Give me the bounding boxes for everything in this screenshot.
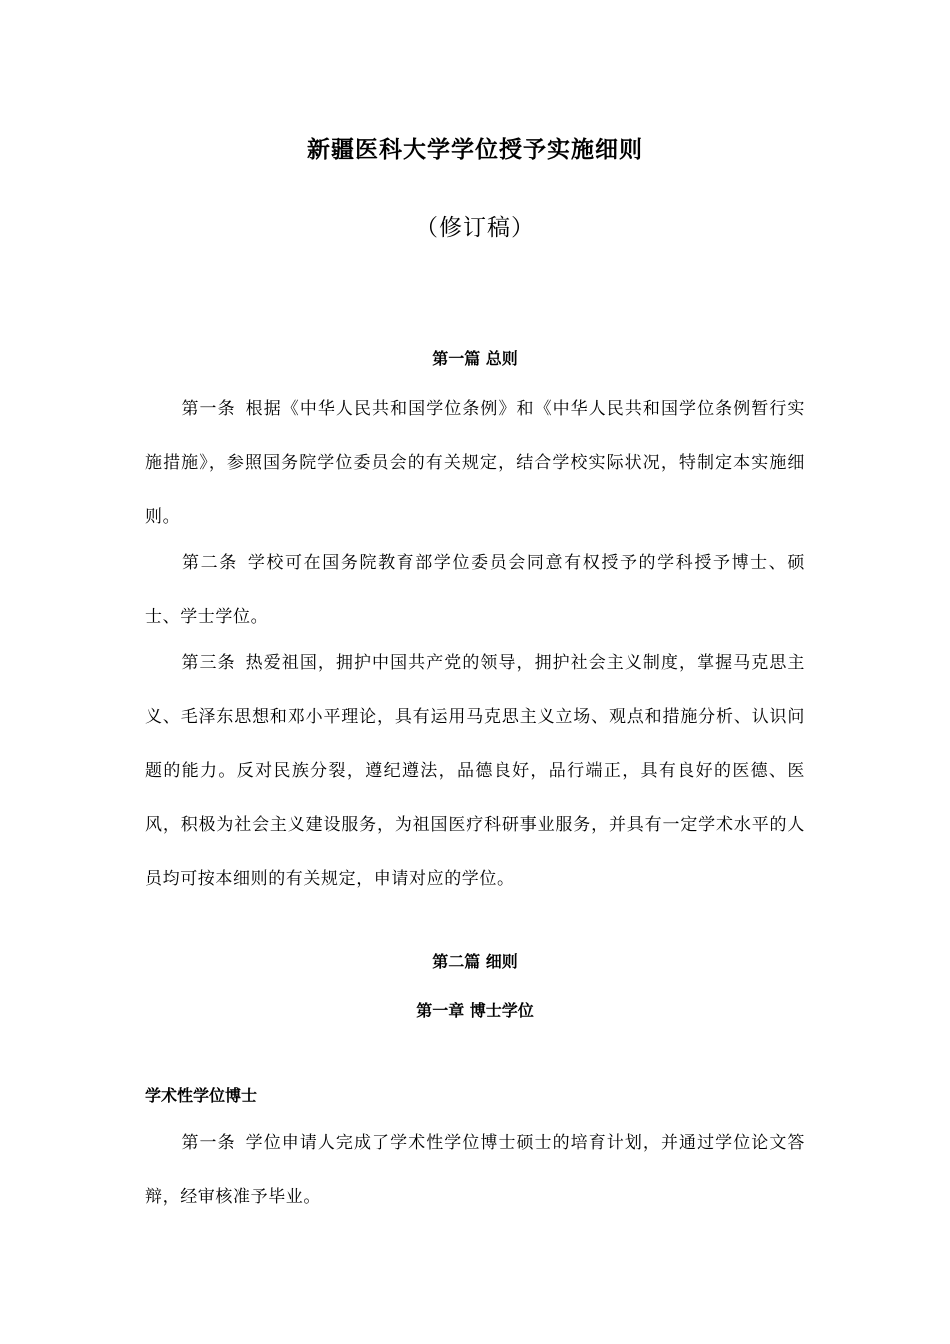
- article-paragraph: [145, 382, 805, 544]
- part1-heading: 第一篇 总则: [432, 349, 518, 368]
- article-paragraph: [145, 536, 805, 644]
- article-label: 第一条: [181, 1133, 236, 1153]
- article-text: 学位申请人完成了学术性学位博士硕士的培育计划，并通过学位论文答辩，经审核准予毕业。: [145, 1133, 805, 1207]
- part2-heading: 第二篇 细则: [432, 952, 518, 971]
- article-text: 根据《中华人民共和国学位条例》和《中华人民共和国学位条例暂行实施措施》，参照国务院学位委员会的有关规定，结合学校实际状况，特制定本实施细则。: [145, 399, 805, 527]
- section-heading: 学术性学位博士: [145, 1086, 258, 1105]
- document-title: 新疆医科大学学位授予实施细则: [307, 136, 643, 163]
- article-text: 热爱祖国，拥护中国共产党的领导，拥护社会主义制度，掌握马克思主义、毛泽东思想和邓小平理论，具有运用马克思主义立场、观点和措施分析、认识问题的能力。反对民族分裂，遵纪遵法，品德良好，品行端正，具有良好的医德、医风，积极为社会主义建设服务，为祖国医疗科研事业服务，并具有一定学术水平的人员均可按本细则的有关规定，申请对应的学位。: [145, 653, 805, 889]
- article-paragraph: [145, 636, 805, 906]
- article-label: 第三条: [181, 653, 236, 673]
- document-subtitle: （修订稿）: [415, 215, 535, 241]
- article-paragraph: [145, 1116, 805, 1224]
- chapter-heading: 第一章 博士学位: [416, 1001, 534, 1020]
- article-label: 第一条: [181, 399, 236, 419]
- article-label: 第二条: [181, 553, 238, 573]
- article-text: 学校可在国务院教育部学位委员会同意有权授予的学科授予博士、硕士、学士学位。: [145, 553, 805, 627]
